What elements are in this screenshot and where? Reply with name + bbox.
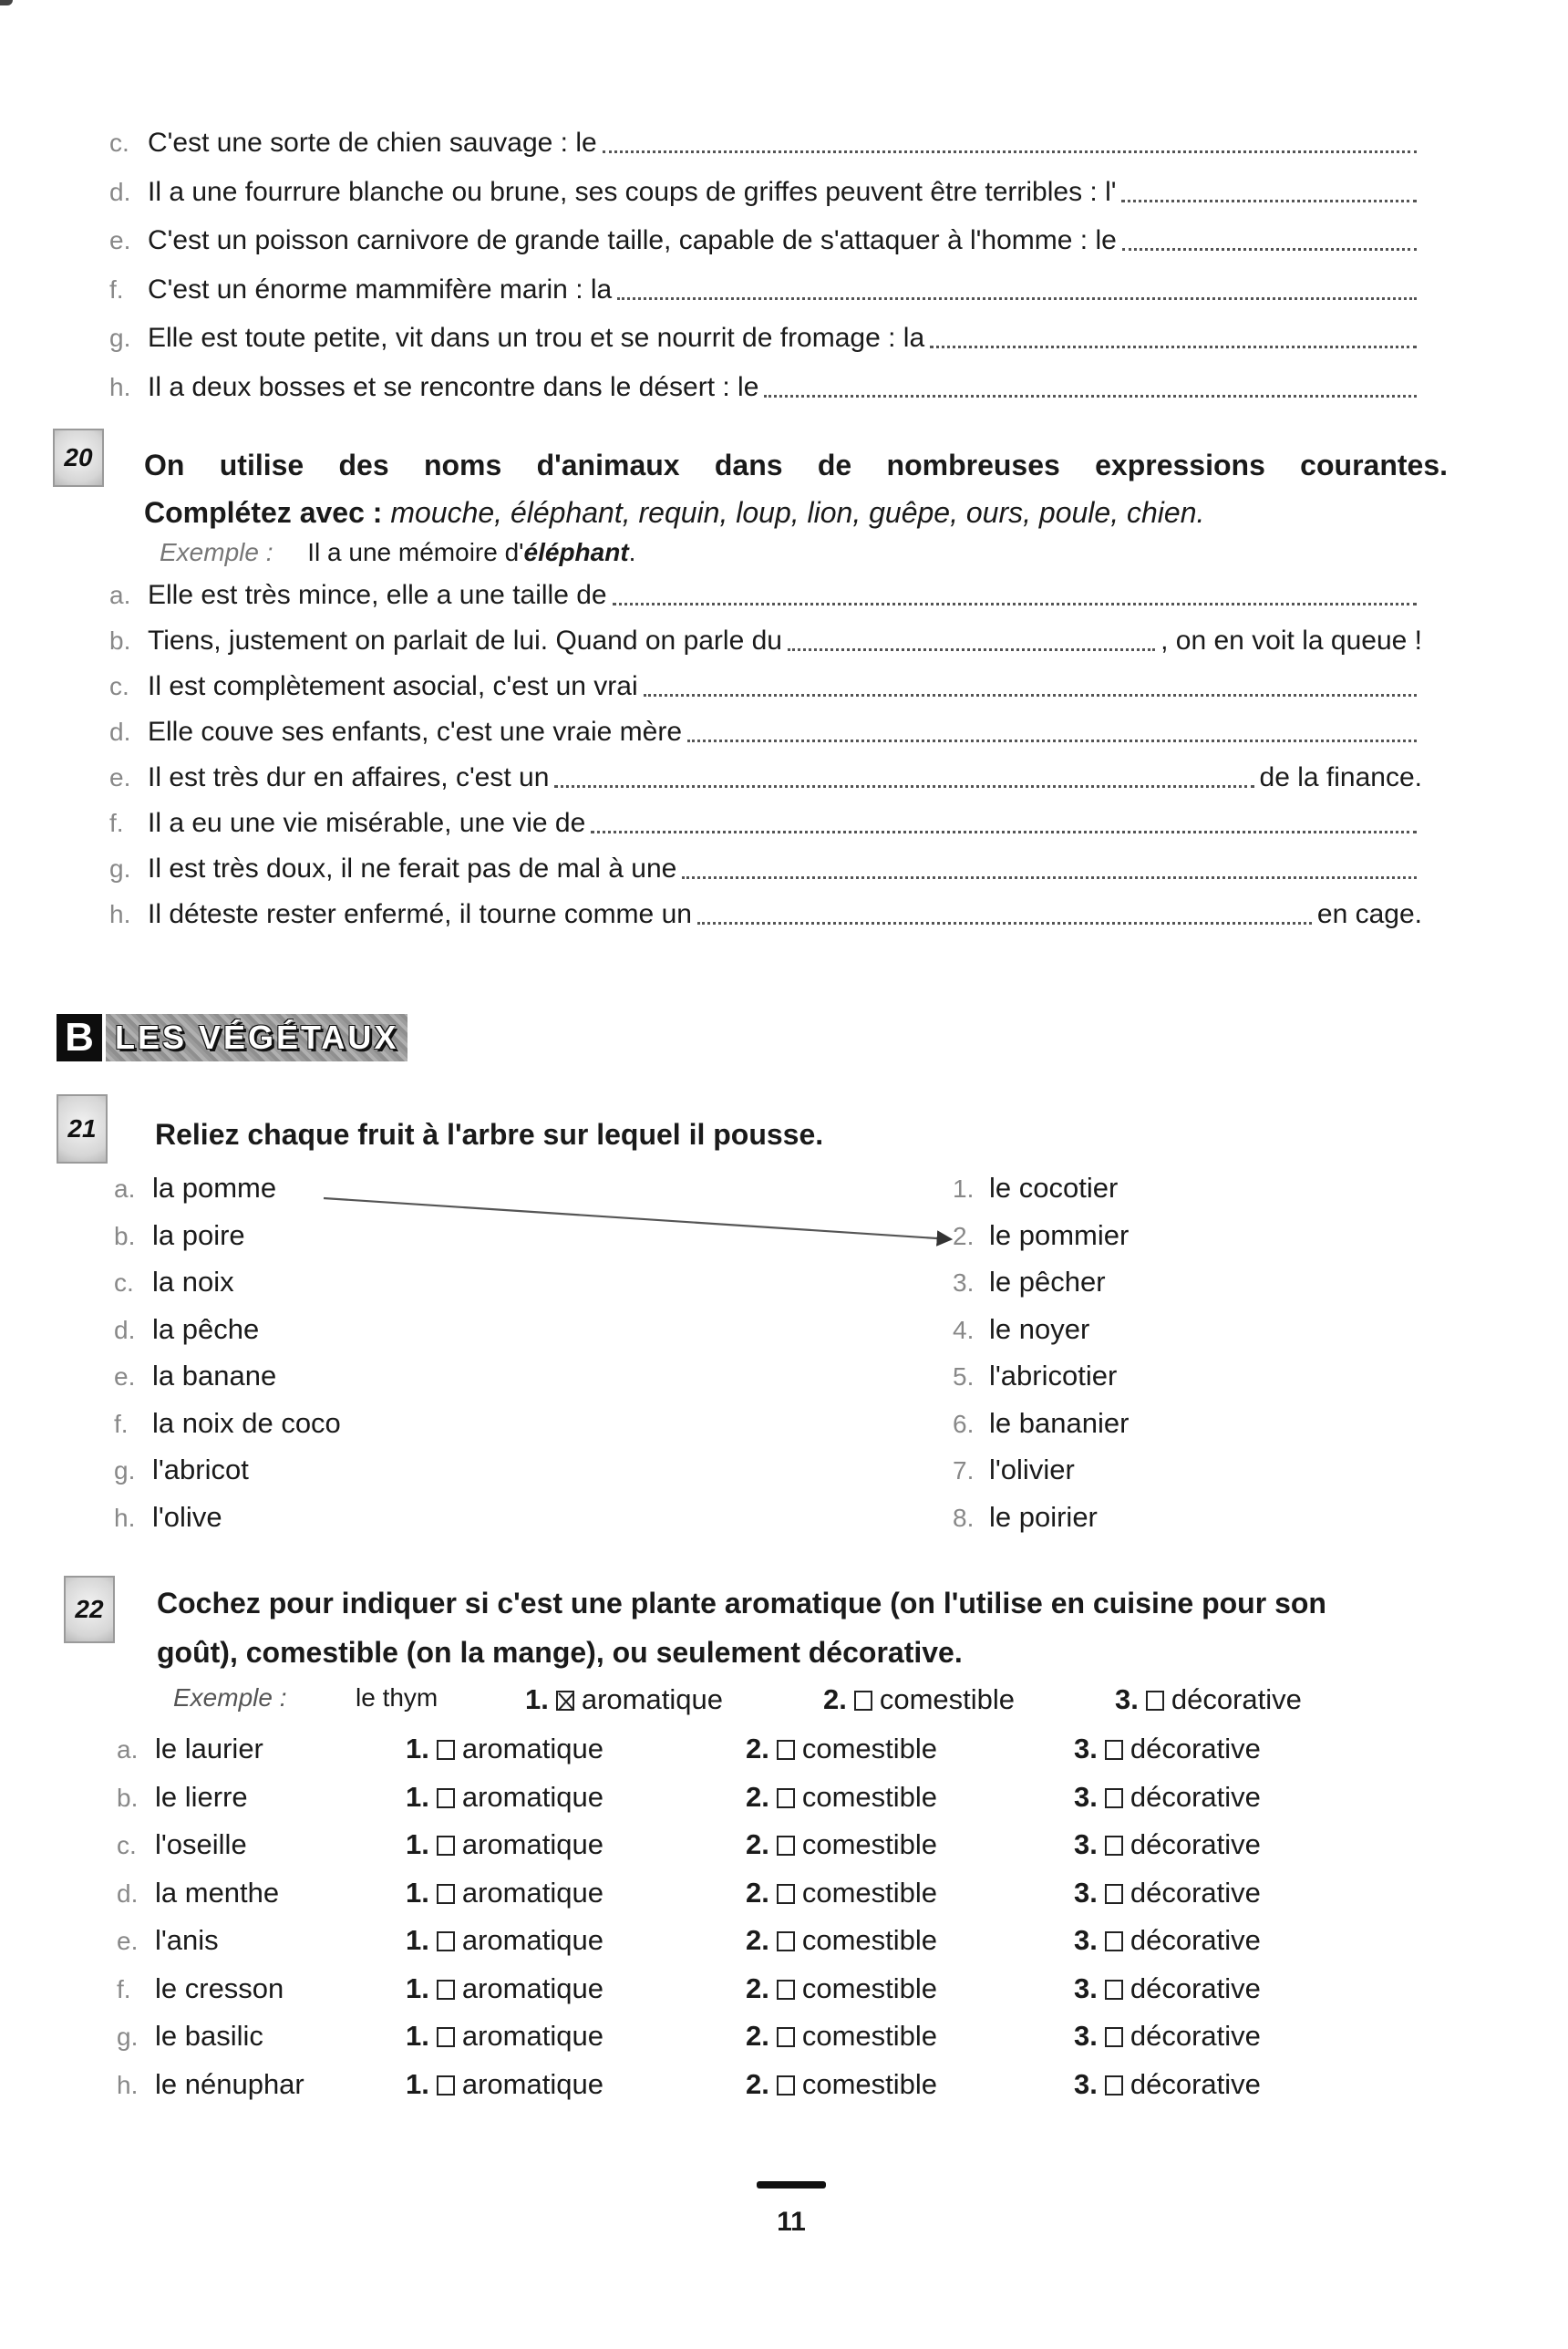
item-label: 6. bbox=[953, 1409, 975, 1438]
option-label: décorative bbox=[1130, 2020, 1261, 2052]
option-label: décorative bbox=[1130, 1780, 1261, 1813]
fill-in-item bbox=[109, 762, 1422, 793]
item-letter: e. bbox=[109, 763, 131, 792]
option-label: aromatique bbox=[461, 1971, 603, 2004]
option-number: 2. bbox=[746, 1733, 769, 1764]
option-number: 2. bbox=[746, 2067, 769, 2100]
item-letter: h. bbox=[109, 900, 131, 928]
option-number: 1. bbox=[406, 1924, 429, 1956]
exercise-20-example bbox=[160, 538, 635, 567]
item-text: l'oseille bbox=[155, 1828, 247, 1860]
tree-item[interactable] bbox=[953, 1501, 1129, 1548]
option-comestible[interactable] bbox=[746, 1972, 937, 2005]
example-label: Exemple : bbox=[160, 538, 273, 566]
option-label: comestible bbox=[801, 2067, 938, 2100]
fill-in-item bbox=[109, 225, 1422, 256]
option-décorative[interactable] bbox=[1074, 1877, 1261, 1909]
tree-item[interactable] bbox=[953, 1313, 1129, 1361]
item-text: le nénuphar bbox=[155, 2067, 304, 2100]
option-décorative[interactable] bbox=[1074, 1781, 1261, 1814]
checkbox[interactable] bbox=[777, 1884, 795, 1904]
exercise-number-badge bbox=[53, 429, 104, 487]
option-label: décorative bbox=[1130, 1733, 1261, 1764]
item-letter: b. bbox=[117, 1783, 139, 1812]
item-text: Tiens, justement on parlait de lui. Quand on parle du bbox=[148, 626, 782, 656]
exercise-number: 20 bbox=[64, 443, 93, 471]
item-label: 2. bbox=[953, 1221, 975, 1250]
checkbox-row bbox=[117, 1924, 1429, 1971]
item-letter: d. bbox=[117, 1878, 139, 1908]
checkbox[interactable] bbox=[1105, 1980, 1123, 2000]
option-comestible[interactable] bbox=[746, 2020, 937, 2053]
option-aromatique[interactable] bbox=[406, 1828, 603, 1861]
item-letter: c. bbox=[117, 1831, 137, 1859]
example-end: . bbox=[628, 538, 636, 566]
option-number: 3. bbox=[1074, 1733, 1098, 1764]
option-number: 2. bbox=[746, 1876, 769, 1909]
answer-blank[interactable] bbox=[682, 876, 1417, 879]
option-label: aromatique bbox=[461, 1924, 603, 1956]
item-label: h. bbox=[114, 1503, 136, 1532]
item-letter: g. bbox=[117, 2023, 139, 2051]
item-text: la poire bbox=[152, 1218, 245, 1251]
item-text: Il est complètement asocial, c'est un vrai bbox=[148, 671, 638, 701]
fill-in-item bbox=[109, 808, 1422, 839]
plant-name bbox=[117, 1924, 219, 1957]
item-label: b. bbox=[114, 1221, 136, 1250]
option-label: comestible bbox=[801, 1733, 938, 1764]
fill-in-item bbox=[109, 717, 1422, 748]
item-text: l'olivier bbox=[989, 1454, 1075, 1485]
item-text: le pommier bbox=[989, 1218, 1130, 1251]
item-text: l'abricotier bbox=[989, 1360, 1118, 1392]
item-letter: f. bbox=[109, 809, 124, 837]
answer-blank[interactable] bbox=[644, 694, 1417, 697]
item-text: Il déteste rester enfermé, il tourne comme un bbox=[148, 899, 692, 929]
item-text: la pomme bbox=[152, 1172, 277, 1204]
exercise-20-instruction-line2 bbox=[144, 489, 1204, 536]
item-letter: h. bbox=[117, 2070, 139, 2099]
checkbox[interactable] bbox=[777, 2027, 795, 2047]
item-label: 4. bbox=[953, 1315, 975, 1344]
answer-blank[interactable] bbox=[1121, 200, 1417, 202]
item-label: 7. bbox=[953, 1456, 975, 1485]
checkbox[interactable] bbox=[437, 1980, 455, 2000]
checkbox-row bbox=[117, 1733, 1429, 1780]
exercise-number-badge bbox=[57, 1094, 108, 1164]
option-number: 3. bbox=[1074, 1971, 1098, 2004]
item-letter: e. bbox=[109, 226, 131, 254]
answer-blank[interactable] bbox=[687, 740, 1417, 742]
checkbox[interactable] bbox=[854, 1691, 872, 1711]
example-label: Exemple : bbox=[173, 1683, 287, 1712]
plant-name bbox=[117, 1733, 263, 1765]
fill-in-item bbox=[109, 274, 1422, 305]
option-aromatique[interactable] bbox=[525, 1683, 723, 1716]
option-décorative[interactable] bbox=[1074, 1828, 1261, 1861]
checkbox[interactable] bbox=[437, 1788, 455, 1808]
fruit-item[interactable] bbox=[114, 1407, 341, 1454]
item-text: le bananier bbox=[989, 1406, 1130, 1439]
item-label: 1. bbox=[953, 1174, 975, 1203]
item-suffix: , on en voit la queue ! bbox=[1161, 626, 1422, 656]
option-comestible[interactable] bbox=[746, 1733, 937, 1765]
option-number: 2. bbox=[823, 1683, 847, 1715]
checkbox-row bbox=[117, 1828, 1429, 1876]
item-text: le laurier bbox=[155, 1733, 263, 1764]
option-number: 1. bbox=[406, 2020, 429, 2052]
item-text: la noix bbox=[152, 1266, 234, 1298]
scan-corner-mark bbox=[0, 0, 13, 5]
item-letter: d. bbox=[109, 177, 131, 206]
option-label: aromatique bbox=[461, 1876, 603, 1909]
item-text: la menthe bbox=[155, 1876, 280, 1909]
item-text: Il a eu une vie misérable, une vie de bbox=[148, 808, 586, 838]
option-number: 1. bbox=[406, 1876, 429, 1909]
fill-in-item bbox=[109, 899, 1422, 930]
answer-blank[interactable] bbox=[1122, 248, 1417, 251]
option-number: 3. bbox=[1074, 1924, 1098, 1956]
item-text: Il est très doux, il ne ferait pas de mal à une bbox=[148, 854, 677, 884]
option-number: 1. bbox=[406, 1971, 429, 2004]
answer-blank[interactable] bbox=[613, 603, 1417, 605]
option-décorative[interactable] bbox=[1074, 1972, 1261, 2005]
fill-in-item bbox=[109, 580, 1422, 611]
plant-name bbox=[117, 1972, 284, 2005]
section-title: LES VÉGÉTAUX bbox=[106, 1014, 407, 1061]
option-number: 3. bbox=[1115, 1683, 1139, 1715]
example-text: Il a une mémoire d' bbox=[307, 538, 524, 566]
answer-blank[interactable] bbox=[764, 395, 1417, 398]
checkbox[interactable] bbox=[1105, 1788, 1123, 1808]
item-text: l'olive bbox=[152, 1500, 222, 1533]
tree-item[interactable] bbox=[953, 1266, 1129, 1313]
tree-item[interactable] bbox=[953, 1219, 1129, 1267]
exercise-21-instruction: Reliez chaque fruit à l'arbre sur lequel il pousse. bbox=[155, 1118, 824, 1151]
exercise-number: 21 bbox=[67, 1114, 97, 1143]
item-letter: b. bbox=[109, 626, 131, 655]
option-number: 2. bbox=[746, 1971, 769, 2004]
option-label: décorative bbox=[1130, 1828, 1261, 1860]
answer-blank[interactable] bbox=[554, 785, 1253, 788]
checkbox[interactable] bbox=[1146, 1691, 1164, 1711]
option-décorative[interactable] bbox=[1074, 2020, 1261, 2053]
item-letter: g. bbox=[109, 324, 131, 352]
item-label: d. bbox=[114, 1315, 136, 1344]
item-letter: c. bbox=[109, 672, 129, 700]
checkbox[interactable] bbox=[777, 1740, 795, 1760]
answer-blank[interactable] bbox=[788, 648, 1155, 651]
option-label: comestible bbox=[801, 1924, 938, 1956]
option-label: décorative bbox=[1130, 1971, 1261, 2004]
answer-blank[interactable] bbox=[697, 922, 1312, 925]
checkbox-row bbox=[117, 1972, 1429, 2020]
option-number: 1. bbox=[406, 2067, 429, 2100]
item-text: Elle couve ses enfants, c'est une vraie mère bbox=[148, 717, 683, 747]
option-aromatique[interactable] bbox=[406, 2020, 603, 2053]
option-label: aromatique bbox=[581, 1683, 723, 1715]
checkbox-row bbox=[117, 2068, 1429, 2116]
checkbox[interactable] bbox=[1105, 2075, 1123, 2095]
option-comestible[interactable] bbox=[746, 2068, 937, 2101]
item-label: 8. bbox=[953, 1503, 975, 1532]
checkbox[interactable] bbox=[777, 1980, 795, 2000]
option-comestible[interactable] bbox=[746, 1781, 937, 1814]
checkbox[interactable] bbox=[777, 1836, 795, 1856]
option-number: 2. bbox=[746, 1924, 769, 1956]
fill-in-item bbox=[109, 671, 1422, 702]
item-text: Il a deux bosses et se rencontre dans le désert : le bbox=[148, 371, 759, 402]
fill-in-item bbox=[109, 177, 1422, 208]
item-letter: f. bbox=[117, 1974, 131, 2003]
option-label: comestible bbox=[801, 1876, 938, 1909]
option-number: 2. bbox=[746, 1828, 769, 1860]
option-label: comestible bbox=[801, 1971, 938, 2004]
fruit-item[interactable] bbox=[114, 1501, 341, 1548]
fruit-item[interactable] bbox=[114, 1313, 341, 1361]
checkbox[interactable] bbox=[777, 1931, 795, 1951]
option-number: 2. bbox=[746, 2020, 769, 2052]
item-text: Il est très dur en affaires, c'est un bbox=[148, 762, 550, 792]
option-label: comestible bbox=[801, 1780, 938, 1813]
item-label: c. bbox=[114, 1268, 134, 1297]
fruit-item[interactable] bbox=[114, 1454, 341, 1501]
fill-in-item bbox=[109, 323, 1422, 354]
checkbox[interactable] bbox=[437, 2075, 455, 2095]
item-text: la pêche bbox=[152, 1312, 260, 1345]
checkbox[interactable] bbox=[777, 1788, 795, 1808]
item-letter: g. bbox=[109, 854, 131, 883]
item-letter: d. bbox=[109, 718, 131, 746]
answer-blank[interactable] bbox=[930, 346, 1417, 348]
checkbox[interactable] bbox=[437, 2027, 455, 2047]
checkbox[interactable] bbox=[1105, 2027, 1123, 2047]
answer-blank[interactable] bbox=[617, 297, 1417, 300]
exercise-22-instruction-line1: Cochez pour indiquer si c'est une plante aromatique (on l'utilise en cuisine pour son bbox=[157, 1587, 1326, 1619]
item-letter: c. bbox=[109, 129, 129, 157]
item-label: a. bbox=[114, 1174, 136, 1203]
checkbox[interactable] bbox=[437, 1931, 455, 1951]
item-letter: a. bbox=[109, 581, 131, 609]
option-number: 1. bbox=[406, 1828, 429, 1860]
plant-name bbox=[117, 1781, 248, 1814]
checkbox[interactable] bbox=[556, 1691, 574, 1711]
item-text: l'abricot bbox=[152, 1454, 249, 1485]
fruit-item[interactable] bbox=[114, 1172, 341, 1219]
option-number: 3. bbox=[1074, 1780, 1098, 1813]
fill-in-item bbox=[109, 372, 1422, 403]
exercise-20-instruction-line1: On utilise des noms d'animaux dans de nombreuses expressions courantes. bbox=[144, 449, 1448, 481]
checkbox-row bbox=[117, 2020, 1429, 2067]
checkbox-row bbox=[117, 1781, 1429, 1828]
answer-blank[interactable] bbox=[591, 831, 1417, 833]
plant-name bbox=[117, 2068, 304, 2101]
plant-name bbox=[117, 2020, 263, 2053]
option-number: 3. bbox=[1074, 1828, 1098, 1860]
option-label: comestible bbox=[801, 1828, 938, 1860]
option-décorative[interactable] bbox=[1074, 2068, 1261, 2101]
option-number: 1. bbox=[406, 1733, 429, 1764]
item-text: Il a une fourrure blanche ou brune, ses coups de griffes peuvent être terribles : l' bbox=[148, 176, 1117, 207]
option-comestible[interactable] bbox=[823, 1683, 1015, 1716]
option-number: 1. bbox=[406, 1780, 429, 1813]
item-text: le basilic bbox=[155, 2020, 263, 2052]
option-label: aromatique bbox=[461, 2067, 603, 2100]
option-aromatique[interactable] bbox=[406, 1972, 603, 2005]
item-letter: e. bbox=[117, 1927, 139, 1955]
option-aromatique[interactable] bbox=[406, 1733, 603, 1765]
option-décorative[interactable] bbox=[1074, 1924, 1261, 1957]
page-number: 11 bbox=[777, 2207, 806, 2237]
section-header bbox=[57, 1014, 407, 1061]
option-label: comestible bbox=[879, 1683, 1016, 1715]
checkbox[interactable] bbox=[1105, 1884, 1123, 1904]
item-label: 3. bbox=[953, 1268, 975, 1297]
item-text: Elle est très mince, elle a une taille de bbox=[148, 580, 607, 610]
checkbox[interactable] bbox=[1105, 1931, 1123, 1951]
section-letter: B bbox=[57, 1014, 102, 1061]
checkbox[interactable] bbox=[777, 2075, 795, 2095]
example-answer: éléphant bbox=[523, 538, 629, 566]
tree-list bbox=[953, 1172, 1129, 1547]
exercise-number-badge bbox=[64, 1576, 115, 1643]
item-text: le pêcher bbox=[989, 1266, 1106, 1298]
item-letter: f. bbox=[109, 274, 124, 304]
answer-blank[interactable] bbox=[603, 150, 1417, 153]
item-label: 5. bbox=[953, 1362, 975, 1391]
option-label: aromatique bbox=[461, 1733, 603, 1764]
option-label: décorative bbox=[1130, 1876, 1261, 1909]
item-text: le noyer bbox=[989, 1312, 1090, 1345]
option-number: 3. bbox=[1074, 2067, 1098, 2100]
item-label: e. bbox=[114, 1362, 136, 1391]
tree-item[interactable] bbox=[953, 1407, 1129, 1454]
item-letter: a. bbox=[117, 1735, 139, 1764]
word-list: mouche, éléphant, requin, loup, lion, guêpe, ours, poule, chien. bbox=[390, 496, 1205, 529]
option-décorative[interactable] bbox=[1074, 1733, 1261, 1765]
option-label: aromatique bbox=[461, 1780, 603, 1813]
item-text: le cocotier bbox=[989, 1172, 1119, 1204]
fruit-item[interactable] bbox=[114, 1266, 341, 1313]
option-number: 3. bbox=[1074, 1876, 1098, 1909]
option-number: 2. bbox=[746, 1780, 769, 1813]
item-text: le cresson bbox=[155, 1971, 284, 2004]
fruit-list bbox=[114, 1172, 341, 1547]
exercise-number: 22 bbox=[75, 1595, 104, 1623]
option-number: 1. bbox=[525, 1683, 549, 1715]
option-aromatique[interactable] bbox=[406, 1924, 603, 1957]
item-text: Elle est toute petite, vit dans un trou et se nourrit de fromage : la bbox=[148, 323, 925, 353]
item-text: C'est un poisson carnivore de grande taille, capable de s'attaquer à l'homme : le bbox=[148, 225, 1117, 255]
item-suffix: de la finance. bbox=[1259, 762, 1422, 792]
option-aromatique[interactable] bbox=[406, 1877, 603, 1909]
option-label: décorative bbox=[1171, 1683, 1302, 1715]
instruction-prefix: Complétez avec : bbox=[144, 496, 383, 529]
fruit-item[interactable] bbox=[114, 1360, 341, 1407]
option-label: décorative bbox=[1130, 2067, 1261, 2100]
item-text: C'est une sorte de chien sauvage : le bbox=[148, 128, 597, 158]
checkbox-row bbox=[117, 1877, 1429, 1924]
option-label: comestible bbox=[801, 2020, 938, 2052]
tree-item[interactable] bbox=[953, 1454, 1129, 1501]
fill-in-item bbox=[109, 626, 1422, 657]
tree-item[interactable] bbox=[953, 1172, 1129, 1219]
fill-in-item bbox=[109, 128, 1422, 159]
option-label: décorative bbox=[1130, 1924, 1261, 1956]
option-number: 3. bbox=[1074, 2020, 1098, 2052]
exercise-22-example bbox=[117, 1683, 1429, 1731]
option-comestible[interactable] bbox=[746, 1924, 937, 1957]
option-label: aromatique bbox=[461, 2020, 603, 2052]
option-aromatique[interactable] bbox=[406, 2068, 603, 2101]
checkbox[interactable] bbox=[437, 1740, 455, 1760]
item-label: f. bbox=[114, 1409, 129, 1438]
item-text: le lierre bbox=[155, 1780, 248, 1813]
option-comestible[interactable] bbox=[746, 1828, 937, 1861]
checkbox[interactable] bbox=[1105, 1740, 1123, 1760]
option-label: aromatique bbox=[461, 1828, 603, 1860]
fill-in-item bbox=[109, 854, 1422, 885]
exercise-22-instruction-line2: goût), comestible (on la mange), ou seulement décorative. bbox=[157, 1636, 963, 1669]
example-plant: le thym bbox=[356, 1683, 438, 1712]
item-text: la banane bbox=[152, 1360, 277, 1392]
option-aromatique[interactable] bbox=[406, 1781, 603, 1814]
item-text: l'anis bbox=[155, 1924, 219, 1956]
plant-name bbox=[117, 1877, 279, 1909]
fruit-item[interactable] bbox=[114, 1219, 341, 1267]
item-label: g. bbox=[114, 1456, 136, 1485]
item-letter: h. bbox=[109, 372, 131, 401]
checkbox[interactable] bbox=[437, 1836, 455, 1856]
checkbox[interactable] bbox=[1105, 1836, 1123, 1856]
plant-name bbox=[117, 1828, 247, 1861]
tree-item[interactable] bbox=[953, 1360, 1129, 1407]
item-suffix: en cage. bbox=[1316, 899, 1422, 929]
option-décorative[interactable] bbox=[1115, 1683, 1302, 1716]
item-text: la noix de coco bbox=[152, 1406, 341, 1439]
page-number-rule bbox=[757, 2181, 826, 2189]
checkbox[interactable] bbox=[437, 1884, 455, 1904]
example-match-arrow bbox=[324, 1198, 951, 1239]
item-text: C'est un énorme mammifère marin : la bbox=[148, 274, 613, 305]
item-text: le poirier bbox=[989, 1500, 1098, 1533]
option-comestible[interactable] bbox=[746, 1877, 937, 1909]
